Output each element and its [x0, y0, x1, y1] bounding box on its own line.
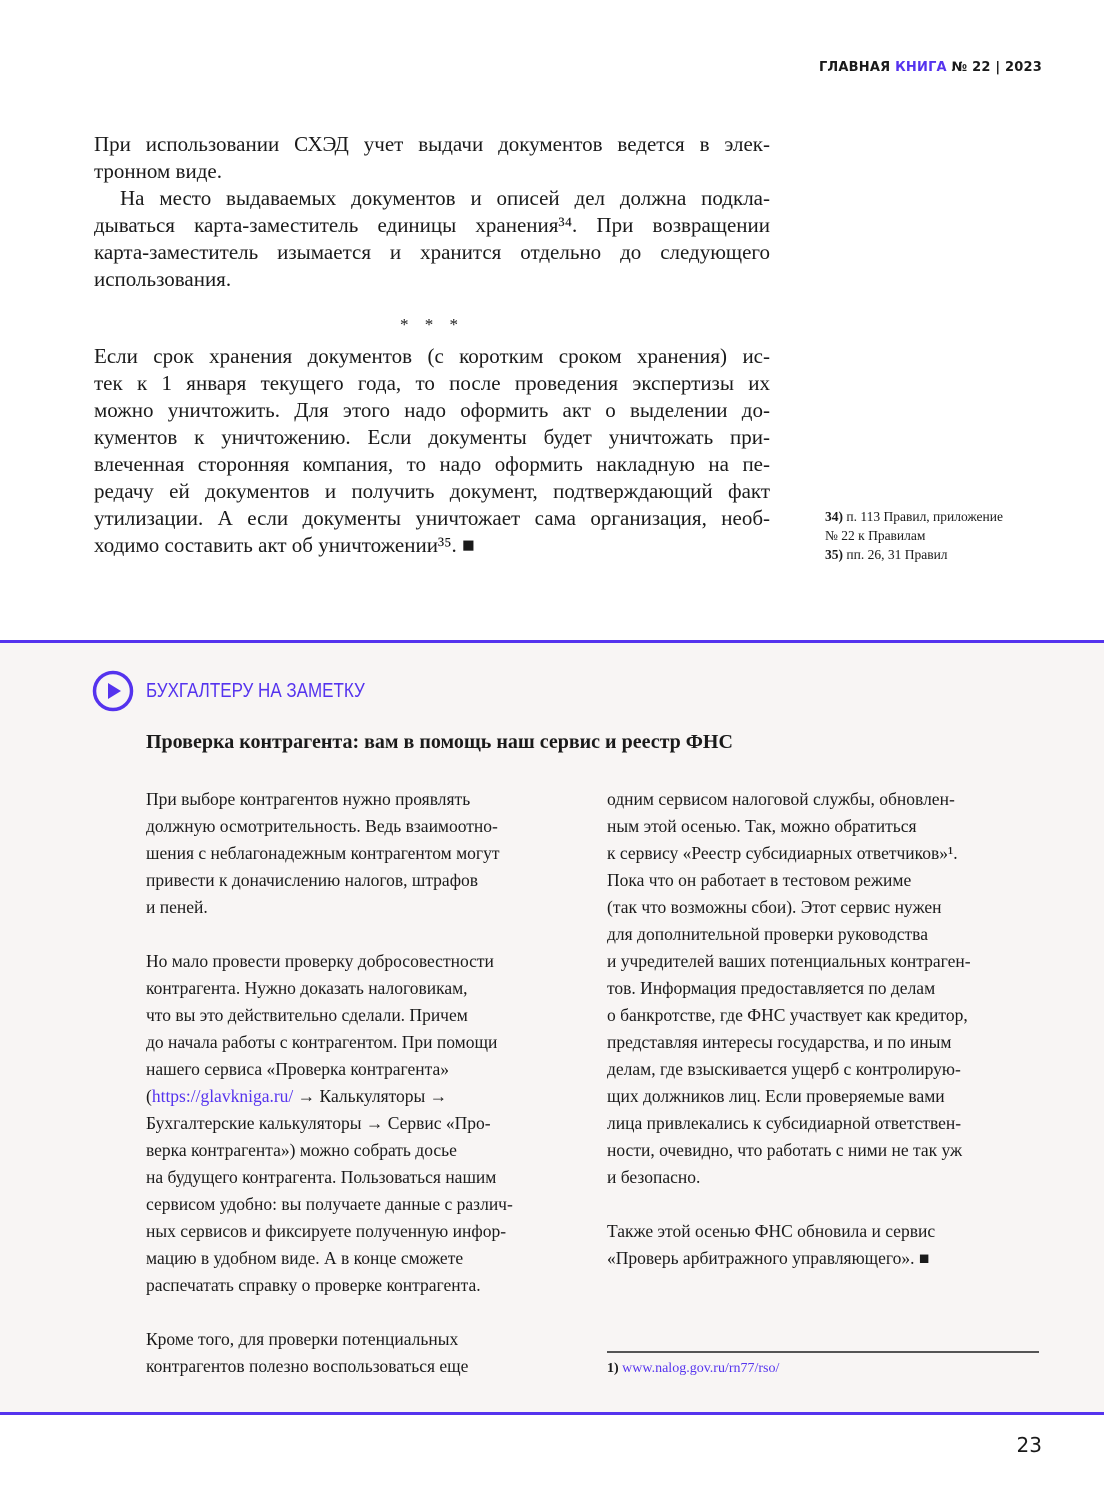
text-line: тек к 1 января текущего года, то после проведения экспертизы их [94, 371, 770, 395]
footnote-number: 35) [825, 547, 843, 562]
text-line: Если срок хранения документов (с коротким сроком хранения) ис- [94, 344, 770, 368]
text: → Калькуляторы → Бухгалтерские калькуляторы → Сервис «Про- верка контрагента») можно собрать досье на будущего контрагента. Пользоваться нашим сервисом удобно: вы получаете данные с различ- ных сервисов и фиксируете полученную инфор- мацию в удобном виде. А в конце сможете распечатать справку о проверке контрагента. [146, 1086, 513, 1295]
text-line: редачу ей документов и получить документ, подтверждающий факт [94, 479, 770, 503]
text-line: дываться карта-заместитель единицы хранения³⁴. При возвращении [94, 213, 770, 237]
box-column-right [607, 786, 1039, 1299]
paragraph [146, 948, 566, 1299]
main-article-text [94, 131, 770, 559]
running-header [819, 60, 1042, 75]
text: Но мало провести проверку добросовестности контрагента. Нужно доказать налоговикам, что вы это действительно сделали. Причем до начала работы с контрагентом. При помощи нашего сервиса «Проверка контрагента» ( [146, 951, 498, 1106]
text-line: На место выдаваемых документов и описей дел должна подкла- [120, 186, 770, 210]
brand-part-1: ГЛАВНАЯ [818, 60, 891, 75]
text-line: карта-заместитель изымается и хранится отдельно до следующего [94, 240, 770, 264]
footnote-35 [825, 545, 1065, 564]
play-circle-icon [92, 670, 134, 712]
footnote-text: пп. 26, 31 Правил [846, 547, 948, 562]
issue-number: № 22 | 2023 [951, 60, 1042, 75]
box-title: Проверка контрагента: вам в помощь наш сервис и реестр ФНС [146, 731, 733, 753]
text-line: утилизации. А если документы уничтожает сама организация, необ- [94, 506, 770, 530]
text-line: влеченная сторонняя компания, то надо оформить накладную на пе- [94, 452, 770, 476]
text-line: использования. [94, 267, 232, 291]
text-line: тронном виде. [94, 159, 222, 183]
brand-part-2: КНИГА [895, 60, 947, 75]
side-footnotes [825, 507, 1065, 564]
paragraph [94, 131, 770, 185]
text-line: можно уничтожить. Для этого надо оформить акт о выделении до- [94, 398, 770, 422]
glavkniga-link[interactable]: https://glavkniga.ru/ [151, 1086, 294, 1106]
kicker-label: БУХГАЛТЕРУ НА ЗАМЕТКУ [146, 679, 365, 702]
box-column-left [146, 786, 566, 1407]
paragraph [94, 343, 770, 559]
paragraph [94, 185, 770, 293]
footnote-text: № 22 к Правилам [825, 528, 926, 543]
section-separator: * * * [400, 315, 464, 334]
paragraph: одним сервисом налоговой службы, обновлен- ным этой осенью. Так, можно обратиться к сервису «Реестр субсидиарных ответчиков»¹. Пока что он работает в тестовом режиме (так что возможны сбои). Этот сервис нужен для дополнительной проверки руководства и учредителей ваших потенциальных контраген- тов. Информация предоставляется по делам о банкротстве, где ФНС участвует как кредитор, представляя интересы государства, и по иным делам, где взыскивается ущерб с контролирую- щих должников лиц. Если проверяемые вами лица привлекались к субсидиарной ответствен- ности, очевидно, что работать с ними не так уж и безопасно. [607, 789, 971, 1187]
footnote-text: п. 113 Правил, приложение [846, 509, 1003, 524]
text-line: кументов к уничтожению. Если документы будет уничтожать при- [94, 425, 770, 449]
box-footnote [607, 1361, 779, 1377]
footnote-34 [825, 507, 1065, 545]
text-line: При использовании СХЭД учет выдачи документов ведется в элек- [94, 132, 770, 156]
paragraph: При выборе контрагентов нужно проявлять должную осмотрительность. Ведь взаимоотно- шения с неблагонадежным контрагентом могут привести к доначислению налогов, штрафов и пеней. [146, 789, 500, 917]
box-kicker [92, 670, 403, 712]
nalog-link[interactable]: www.nalog.gov.ru/rn77/rso/ [622, 1361, 780, 1376]
accountant-note-box [0, 640, 1104, 1415]
text-line: ходимо составить акт об уничтожении³⁵. ■ [94, 533, 475, 557]
footnote-number: 1) [607, 1361, 619, 1376]
page-number: 23 [1016, 1433, 1042, 1457]
paragraph: Также этой осенью ФНС обновила и сервис «Проверь арбитражного управляющего». ■ [607, 1221, 936, 1268]
paragraph: Кроме того, для проверки потенциальных контрагентов полезно воспользоваться еще [146, 1329, 469, 1376]
footnote-divider [607, 1351, 1039, 1353]
footnote-number: 34) [825, 509, 843, 524]
